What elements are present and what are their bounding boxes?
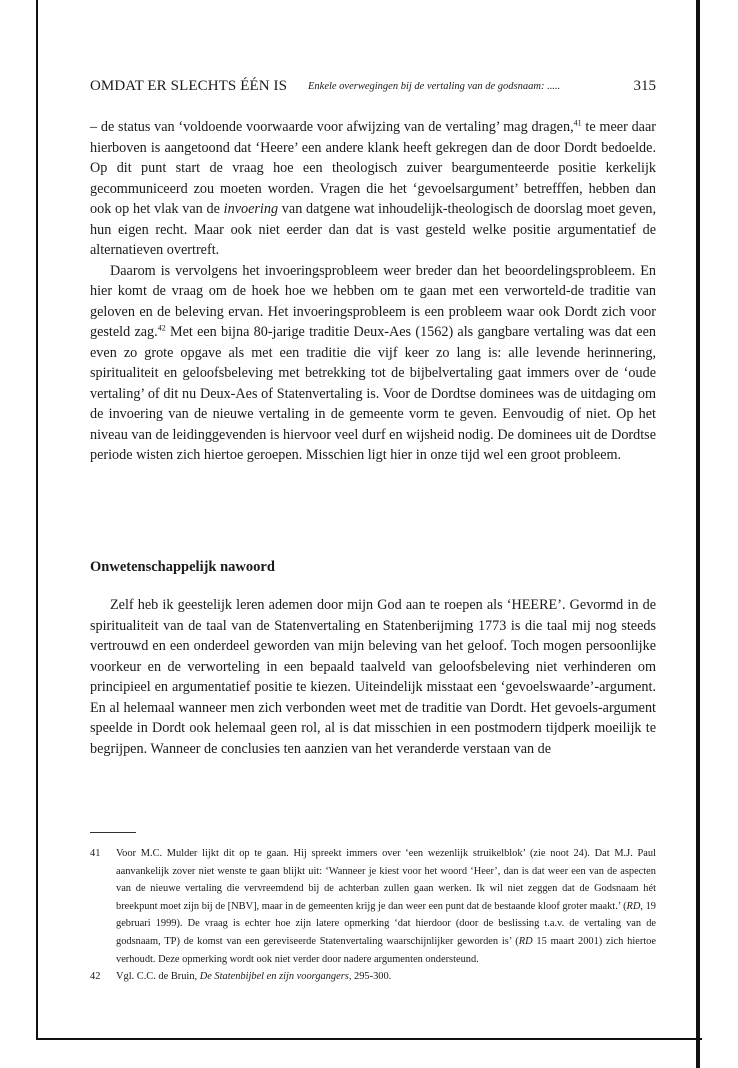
paragraph-1-text-a: – de status van ‘voldoende voorwaarde voor afwijzing van de vertaling’ mag dragen, xyxy=(90,119,574,135)
footnote-ref-41[interactable]: 41 xyxy=(573,118,582,128)
footnotes xyxy=(90,845,656,986)
footnote-42-text-a: Vgl. C.C. de Bruin, xyxy=(116,971,200,983)
footnote-number: 42 xyxy=(90,971,101,983)
page-right-edge xyxy=(696,0,700,1068)
paragraph-1-text-c: van datgene wat inhoudelijk-theologisch de doorslag moet geven, hun eigen recht. Maar ook niet eerder dan dat is vast gesteld welke positie argumentatief de alternatieven overtreft. xyxy=(90,201,657,258)
page-left-edge xyxy=(36,0,38,1040)
footnote-41-em-1: RD xyxy=(626,900,641,912)
footnote-text xyxy=(116,968,656,986)
footnote-41-text-c: 15 maart 2001) zich hiertoe verhoudt. Deze opmerking wordt ook niet verder door nadere argumenten ondersteund. xyxy=(116,935,656,965)
body-block-1 xyxy=(90,117,656,466)
header-subtitle: Enkele overwegingen bij de vertaling van de godsnaam: ..... xyxy=(308,81,561,92)
footnote-ref-42[interactable]: 42 xyxy=(157,323,166,333)
paragraph-1-emphasis: invoering xyxy=(223,201,279,217)
page-number: 315 xyxy=(633,78,656,94)
footnote-42-book-title: De Statenbijbel en zijn voorgangers xyxy=(199,971,349,983)
paragraph-2 xyxy=(90,261,656,466)
paragraph-1 xyxy=(90,117,656,261)
paragraph-3: Zelf heb ik geestelijk leren ademen door mijn God aan te roepen als ‘HEERE’. Gevormd in de spiritualiteit van de taal van de Statenvertaling en Statenberijming 1773 is die taal mij nog steeds vertrouwd en een onderdeel geworden van mijn beleving van het geloof. Toch mogen persoonlijke voorkeur en de verworteling in een bepaald taalveld van geloofsbeleving niet verhinderen om principieel en argumentatief positie te kiezen. Uiteindelijk misstaat een ‘gevoelswaarde’-argument. En al helemaal wanneer men zich verbonden weet met de traditie van Dordt. Het gevoels-argument speelde in Dordt ook helemaal geen rol, al is dat misschien in een postmodern tijdperk moeilijk te begrijpen. Wanneer de conclusies ten aanzien van het veranderde verstaan van de xyxy=(90,597,656,757)
footnote-rule xyxy=(90,832,136,833)
paragraph-2-text-b: Met een bijna 80-jarige traditie Deux-Aes (1562) als gangbare vertaling was dat een even zo grote opgave als met een traditie die vijf keer zo lang is: alle levende herinnering, spiritualiteit en geloofsbeleving met betrekking tot de bijbelvertaling gaat immers over de ‘oude vertaling’ of dit nu Deux-Aes of Statenvertaling is. Voor de Dordtse dominees was de uitdaging om de invoering van de nieuwe vertaling in de gemeente vorm te geven. Eenvoudig of niet. Op het niveau van de leidinggevenden is hiervoor veel durf en wijsheid nodig. De dominees uit de Dordtse periode wisten zich hiertoe geroepen. Misschien ligt hier in onze tijd wel een groot probleem. xyxy=(90,324,656,463)
body-block-2 xyxy=(90,595,656,759)
footnote-number: 41 xyxy=(90,848,101,859)
paragraph-2-text-a: Daarom is vervolgens het invoeringsprobleem weer breder dan het beoordelingsprobleem. En hier komt de vraag om de hoek hoe we hebben om te gaan met een verworteld-de traditie van geloven en de beleving ervan. Het invoeringsprobleem is een probleem waar ook Dordt zich voor gesteld zag. xyxy=(90,262,656,340)
footnote-42 xyxy=(90,968,656,986)
running-header xyxy=(90,78,656,98)
footnote-41-text-b: , 19 gebruari 1999). De vraag is echter hoe zijn latere opmerking ‘dat hierdoor (door de beslissing t.a.v. de vertaling van de godsnaam, TP) de komst van een gereviseerde Statenvertaling waarschijnlijker geworden is’ ( xyxy=(116,900,656,947)
paragraph-1-text-b: te meer daar hierboven is aangetoond dat ‘Heere’ een andere klank heeft gekregen dan de door Dordt bedoelde. Op dit punt start de vraag hoe een theologisch zuiver beargumenteerde positie kerkelijk gecommuniceerd zou moeten worden. Vragen die het ‘gevoelsargument’ betrefffen, hebben dan ook op het vlak van de xyxy=(90,119,656,217)
footnote-41 xyxy=(90,845,656,968)
page-bottom-edge xyxy=(36,1038,702,1040)
header-title: OMDAT ER SLECHTS ÉÉN IS xyxy=(90,78,288,94)
footnote-41-em-2: RD xyxy=(518,935,533,947)
footnote-41-text-a: Voor M.C. Mulder lijkt dit op te gaan. Hij spreekt immers over ‘een wezenlijk struikelblok’ (zie noot 24). Dat M.J. Paul aanvankelijk zover niet wenste te gaan blijkt uit: ‘Wanneer je kiest voor het woord ‘Heer’, dan is dat weer een van de aspecten van de nieuwe vertaling die vervreemdend bij de achterban zullen gaan werken. Ik wil niet zeggen dat de Godsnaam hét breekpunt moet zijn bij de [NBV], maar in de gemeenten krijg je dan weer een punt dat de bestaande kloof groter maakt.’ ( xyxy=(116,848,656,912)
footnote-text xyxy=(116,845,656,968)
section-heading: Onwetenschappelijk nawoord xyxy=(90,559,275,575)
footnote-42-text-b: , 295-300. xyxy=(348,971,392,983)
